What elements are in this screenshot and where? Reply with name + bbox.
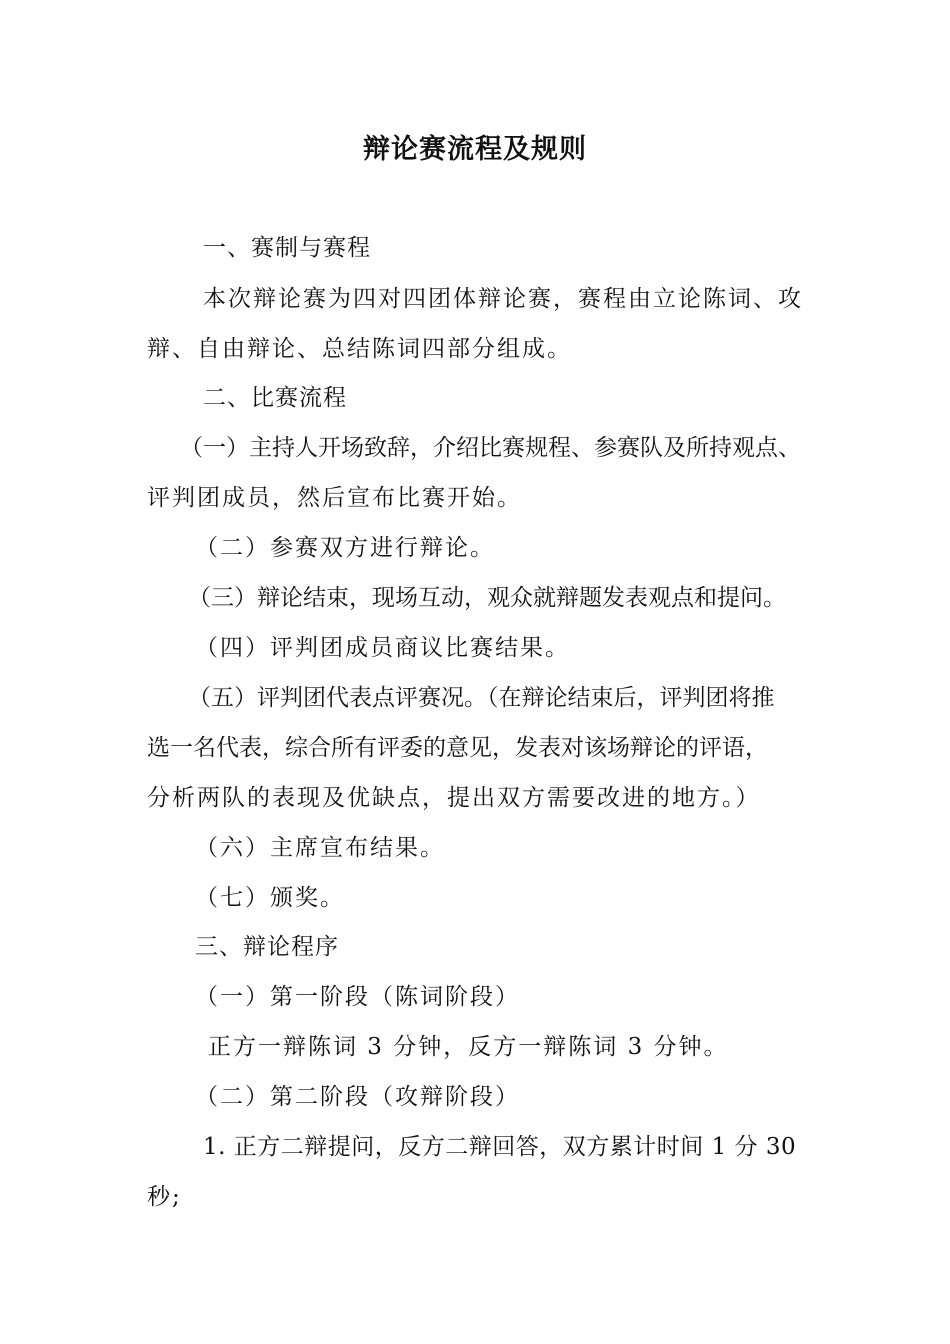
list-item-continuation: 分析两队的表现及优缺点，提出双方需要改进的地方。） — [147, 785, 761, 811]
paragraph-line: 正方一辩陈词 3 分钟，反方一辩陈词 3 分钟。 — [208, 1034, 729, 1060]
list-item-continuation: 评判团成员，然后宣布比赛开始。 — [147, 485, 522, 511]
list-item: （五）评判团代表点评赛况。（在辩论结束后，评判团将推 — [188, 685, 775, 711]
list-item: （一）主持人开场致辞，介绍比赛规程、参赛队及所持观点、 — [180, 435, 801, 461]
section-heading-2: 二、比赛流程 — [203, 385, 347, 411]
section-heading-3: 三、辩论程序 — [195, 934, 339, 960]
stage-heading: （一）第一阶段（陈词阶段） — [195, 984, 520, 1010]
list-item: （二）参赛双方进行辩论。 — [195, 535, 495, 561]
list-item: （七）颁奖。 — [195, 885, 345, 911]
list-item: （六）主席宣布结果。 — [195, 835, 445, 861]
list-item: （四）评判团成员商议比赛结果。 — [195, 635, 570, 661]
section-heading-1: 一、赛制与赛程 — [203, 235, 371, 261]
list-item: （三）辩论结束，现场互动，观众就辩题发表观点和提问。 — [188, 585, 786, 611]
stage-heading: （二）第二阶段（攻辩阶段） — [195, 1084, 520, 1110]
document-title: 辩论赛流程及规则 — [363, 134, 587, 165]
list-item: 1. 正方二辩提问，反方二辩回答，双方累计时间 1 分 30 — [203, 1134, 797, 1160]
paragraph-line: 本次辩论赛为四对四团体辩论赛，赛程由立论陈词、攻 — [203, 286, 803, 312]
list-item-continuation: 选一名代表，综合所有评委的意见，发表对该场辩论的评语， — [147, 735, 768, 761]
paragraph-line: 辩、自由辩论、总结陈词四部分组成。 — [147, 336, 572, 362]
list-item-continuation: 秒; — [147, 1184, 182, 1210]
